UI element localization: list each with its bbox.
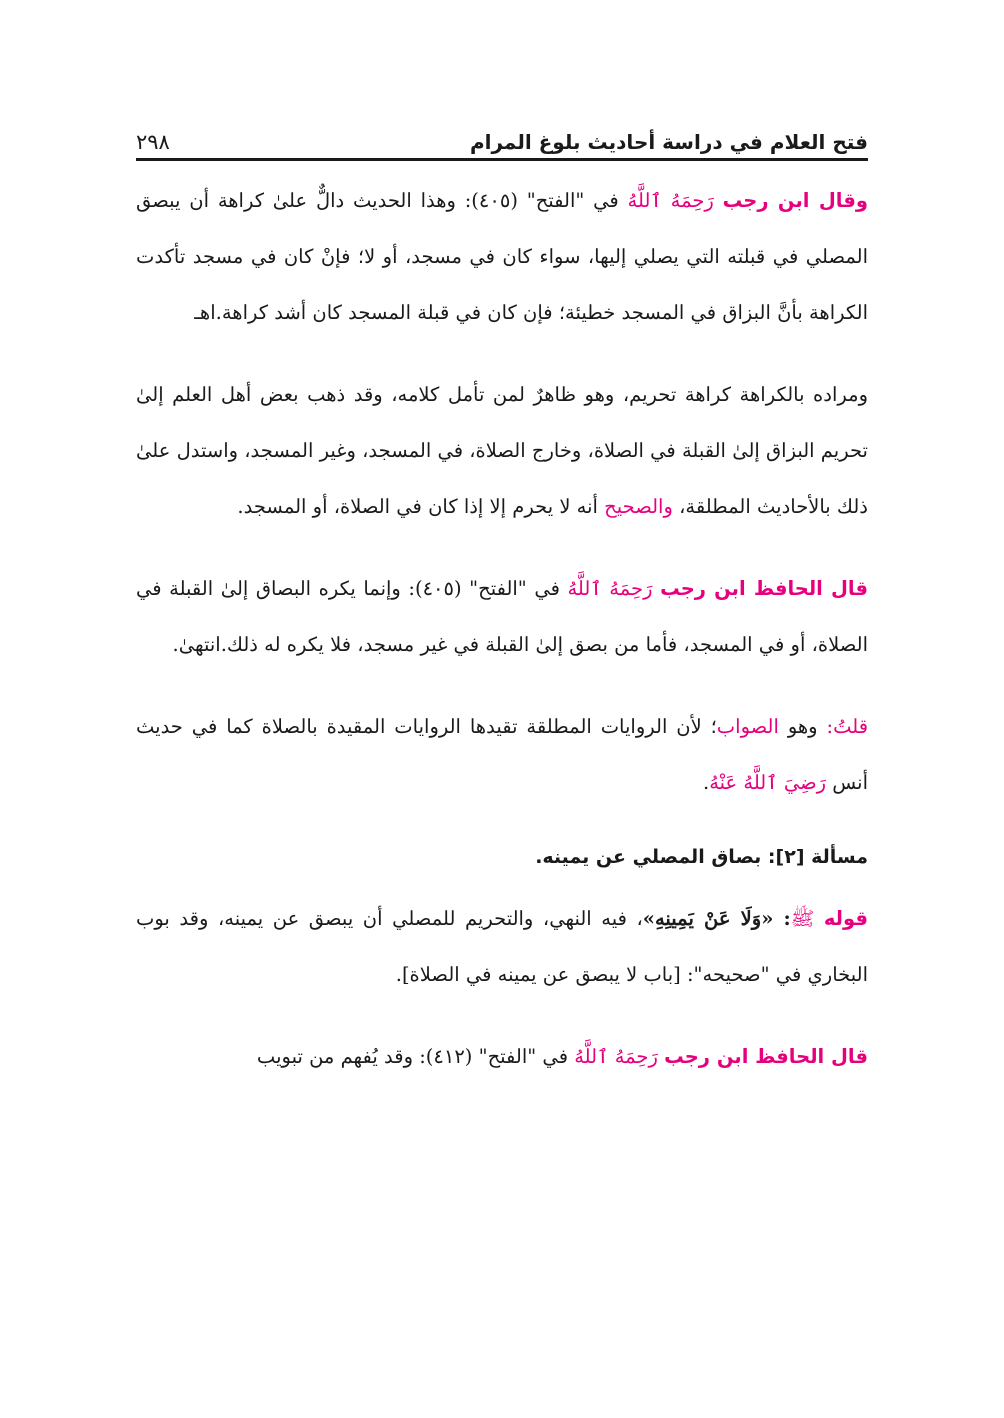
paragraph-5 xyxy=(136,891,868,1003)
page-content xyxy=(136,173,868,1085)
paragraph-text: في "الفتح" (٤٠٥): وهذا الحديث دالٌّ علىٰ كراهة أن يبصق المصلي في قبلته التي يصلي إليها، سواء كان في مسجد، أو لا؛ فإنْ كان في مسجد تأكدت الكراهة بأنَّ البزاق في المسجد خطيئة؛ فإن كان في قبلة المسجد كان أشد كراهة.اهـ xyxy=(136,189,868,324)
paragraph-2 xyxy=(136,367,868,535)
paragraph-end: . xyxy=(702,771,710,794)
paragraph-text: وهو xyxy=(787,715,818,738)
page-header xyxy=(136,110,868,161)
paragraph-text: ومراده بالكراهة كراهة تحريم، وهو ظاهرٌ لمن تأمل كلامه، وقد ذهب بعض أهل العلم إلىٰ تحريم البزاق إلىٰ القبلة في الصلاة، وخارج الصلاة، في المسجد، وغير المسجد، واستدل علىٰ ذلك بالأحاديث المطلقة، xyxy=(136,383,868,518)
speaker-label: قوله xyxy=(823,907,869,930)
honorific: رَحِمَهُ ٱللَّهُ xyxy=(627,189,714,212)
honorific: رَحِمَهُ ٱللَّهُ xyxy=(574,1045,658,1068)
speaker-label: قال الحافظ ابن رجب xyxy=(664,1045,868,1068)
speaker-label: قلتُ: xyxy=(826,715,869,738)
highlight-text: الصواب xyxy=(716,715,779,738)
paragraph-text: أنه لا يحرم إلا إذا كان في الصلاة، أو المسجد. xyxy=(237,495,598,518)
book-title: فتح العلام في دراسة أحاديث بلوغ المرام xyxy=(469,130,868,154)
document-page xyxy=(136,110,868,1111)
honorific: رَحِمَهُ ٱللَّهُ xyxy=(567,577,653,600)
paragraph-4 xyxy=(136,699,868,811)
section-heading: مسألة [٢]: بصاق المصلي عن يمينه. xyxy=(535,846,868,868)
paragraph-text: في "الفتح" (٤٠٥): وإنما يكره البصاق إلىٰ القبلة في الصلاة، أو في المسجد، فأما من بصق إلىٰ القبلة في غير مسجد، فلا يكره له ذلك.انتهىٰ. xyxy=(136,577,868,656)
hadith-quote: : «وَلَا عَنْ يَمِينِهِ» xyxy=(642,907,791,930)
speaker-label: وقال ابن رجب xyxy=(722,189,869,212)
paragraph-1 xyxy=(136,173,868,341)
paragraph-text: ، فيه النهي، والتحريم للمصلي أن يبصق عن يمينه، وقد بوب البخاري في "صحيحه": [باب لا يبصق عن يمينه في الصلاة]. xyxy=(136,907,868,986)
page-number: ٢٩٨ xyxy=(136,130,170,154)
honorific: رَضِيَ ٱللَّهُ عَنْهُ xyxy=(709,771,827,794)
speaker-label: قال الحافظ ابن رجب xyxy=(660,577,869,600)
paragraph-text: ؛ لأن الروايات المطلقة تقيدها الروايات المقيدة بالصلاة كما في حديث أنس xyxy=(136,715,868,794)
paragraph-6 xyxy=(136,1029,868,1085)
paragraph-text: في "الفتح" (٤١٢): وقد يُفهم من تبويب xyxy=(256,1045,569,1068)
honorific: ﷺ xyxy=(790,907,815,930)
highlight-text: والصحيح xyxy=(604,495,673,518)
paragraph-3 xyxy=(136,561,868,673)
